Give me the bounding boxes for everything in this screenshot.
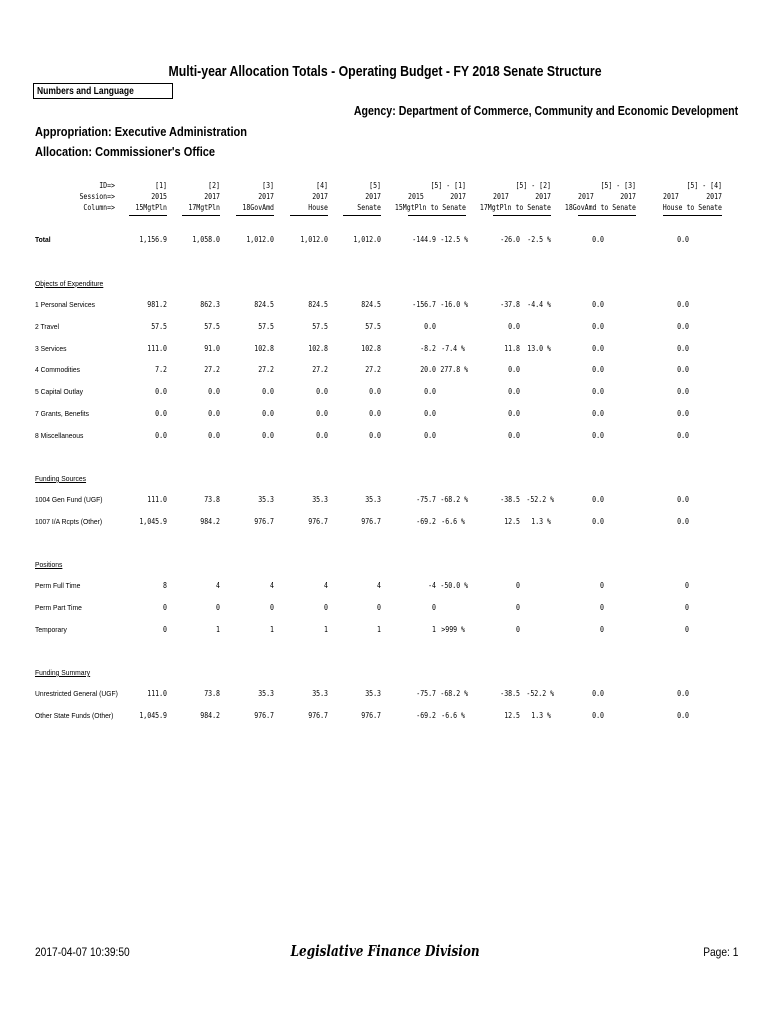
table-row-value: 4	[216, 581, 220, 590]
total-row-value: 1,058.0	[192, 235, 220, 244]
table-row-diff-percent: -6.6 %	[441, 517, 465, 526]
table-row-value: 1	[377, 625, 381, 634]
table-row-value: 27.2	[204, 365, 220, 374]
table-row-value: 57.5	[204, 322, 220, 331]
table-row-value: 27.2	[312, 365, 328, 374]
total-row-value: 1,156.9	[139, 235, 167, 244]
table-row-label: 4 Commodities	[35, 365, 81, 374]
diff-header-underline	[408, 215, 466, 216]
table-row-diff-value: -156.7	[412, 300, 436, 309]
table-row-value: 102.8	[361, 344, 381, 353]
table-row-diff-percent: -50.0 %	[440, 581, 469, 590]
table-row-diff-percent: 277.8 %	[440, 365, 469, 374]
table-row-diff-value: 0.0	[677, 689, 689, 698]
table-row-diff-value: 0	[516, 625, 520, 634]
table-row-diff-value: -69.2	[416, 517, 436, 526]
table-row-diff-value: 1	[432, 625, 436, 634]
table-row-diff-value: 0.0	[677, 322, 689, 331]
table-row-diff-value: 0.0	[424, 322, 436, 331]
table-row-label: 7 Grants, Benefits	[35, 409, 90, 418]
table-row-value: 57.5	[365, 322, 381, 331]
total-row-diff-value: -144.9	[412, 235, 436, 244]
table-row-value: 35.3	[365, 495, 381, 504]
table-row-label: Perm Full Time	[35, 581, 81, 590]
table-row-value: 4	[324, 581, 328, 590]
table-row-value: 57.5	[151, 322, 167, 331]
table-row-diff-value: 0.0	[677, 300, 689, 309]
column-header-label: ID=>	[99, 181, 115, 190]
table-row-diff-value: 20.0	[420, 365, 436, 374]
appropriation-label: Appropriation: Executive Administration	[35, 124, 248, 139]
diff-header-session-from: 2017	[493, 192, 509, 201]
column-header-name: Senate	[357, 203, 381, 212]
table-row-value: 984.2	[200, 517, 220, 526]
diff-header-session-from: 2015	[408, 192, 424, 201]
table-row-value: 1	[270, 625, 274, 634]
table-row-diff-value: 0	[432, 603, 436, 612]
column-header-session: 2017	[204, 192, 220, 201]
table-row-diff-value: 0.0	[508, 365, 520, 374]
table-row-value: 1,045.9	[139, 517, 167, 526]
table-row-diff-value: 0.0	[508, 431, 520, 440]
table-row-diff-value: 0.0	[677, 517, 689, 526]
table-row-diff-value: -69.2	[416, 711, 436, 720]
diff-header-underline	[493, 215, 551, 216]
table-row-diff-value: 0	[516, 603, 520, 612]
table-row-diff-value: -4	[428, 581, 436, 590]
total-row-diff-value: -26.0	[500, 235, 520, 244]
column-header-underline	[290, 215, 328, 216]
column-header-session: 2017	[365, 192, 381, 201]
table-row-value: 8	[163, 581, 167, 590]
table-row-diff-value: 12.5	[504, 711, 520, 720]
table-row-value: 57.5	[312, 322, 328, 331]
column-header-underline	[182, 215, 220, 216]
table-row-diff-percent: 1.3 %	[531, 711, 551, 720]
table-row-diff-value: 0.0	[677, 431, 689, 440]
diff-header-name: House to Senate	[662, 203, 722, 212]
column-header-id: [2]	[208, 181, 220, 190]
diff-header-name: 17MgtPln to Senate	[479, 203, 551, 212]
table-row-value: 0.0	[316, 409, 328, 418]
diff-header-session-to: 2017	[450, 192, 466, 201]
table-row-value: 0	[377, 603, 381, 612]
diff-header-id: [5] - [2]	[515, 181, 551, 190]
table-row-diff-value: 0.0	[592, 711, 604, 720]
division-name: Legislative Finance Division	[290, 942, 480, 960]
table-row-diff-value: 0.0	[677, 365, 689, 374]
table-row-diff-value: 0	[600, 603, 604, 612]
table-row-value: 981.2	[147, 300, 167, 309]
table-row-diff-value: 0.0	[592, 517, 604, 526]
table-row-value: 111.0	[147, 689, 167, 698]
table-row-diff-value: 0.0	[424, 431, 436, 440]
total-row-diff-percent: -12.5 %	[440, 235, 469, 244]
table-row-value: 0.0	[155, 409, 167, 418]
column-header-id: [1]	[155, 181, 167, 190]
table-row-diff-value: -75.7	[416, 689, 436, 698]
table-row-value: 27.2	[365, 365, 381, 374]
table-row-diff-value: 0.0	[508, 409, 520, 418]
table-row-value: 35.3	[312, 495, 328, 504]
table-row-label: 3 Services	[35, 344, 67, 353]
table-row-diff-value: 0	[600, 625, 604, 634]
table-row-diff-percent: -6.6 %	[441, 711, 465, 720]
table-row-diff-percent: -7.4 %	[441, 344, 465, 353]
column-header-name: 15MgtPln	[135, 203, 167, 212]
table-row-diff-value: 0.0	[677, 495, 689, 504]
table-row-value: 0	[163, 603, 167, 612]
numbers-language-box	[33, 83, 173, 99]
table-row-value: 976.7	[361, 517, 381, 526]
table-row-value: 976.7	[308, 711, 328, 720]
table-row-diff-value: 0	[600, 581, 604, 590]
table-row-label: Perm Part Time	[35, 603, 82, 612]
table-row-value: 0.0	[208, 409, 220, 418]
table-row-diff-value: 0.0	[592, 495, 604, 504]
diff-header-name: 15MgtPln to Senate	[394, 203, 466, 212]
table-row-diff-value: 0.0	[424, 387, 436, 396]
table-row-diff-percent: -52.2 %	[526, 689, 555, 698]
diff-header-id: [5] - [4]	[686, 181, 722, 190]
table-row-diff-value: 11.8	[504, 344, 520, 353]
table-row-diff-value: 0.0	[677, 387, 689, 396]
table-row-diff-value: 0	[685, 625, 689, 634]
column-header-name: House	[308, 203, 328, 212]
table-row-label: Unrestricted General (UGF)	[35, 689, 118, 698]
table-row-value: 976.7	[254, 711, 274, 720]
column-header-underline	[129, 215, 167, 216]
table-row-value: 35.3	[258, 495, 274, 504]
table-row-diff-value: -38.5	[500, 495, 520, 504]
table-row-value: 976.7	[254, 517, 274, 526]
table-row-value: 0.0	[316, 431, 328, 440]
table-row-value: 35.3	[365, 689, 381, 698]
table-row-diff-value: 0.0	[592, 344, 604, 353]
column-header-name: 17MgtPln	[188, 203, 220, 212]
table-row-diff-value: 0.0	[592, 409, 604, 418]
table-row-value: 1	[216, 625, 220, 634]
table-row-label: Temporary	[35, 625, 67, 634]
diff-header-name: 18GovAmd to Senate	[564, 203, 636, 212]
section-title: Positions	[35, 560, 63, 569]
table-row-value: 4	[270, 581, 274, 590]
table-row-value: 4	[377, 581, 381, 590]
table-row-value: 0.0	[208, 431, 220, 440]
table-row-value: 0.0	[262, 409, 274, 418]
column-header-underline	[236, 215, 274, 216]
table-row-label: 5 Capital Outlay	[35, 387, 84, 396]
table-row-value: 91.0	[204, 344, 220, 353]
table-row-diff-percent: -4.4 %	[527, 300, 551, 309]
table-row-value: 0.0	[262, 431, 274, 440]
column-header-session: 2017	[258, 192, 274, 201]
footer-page-number: Page: 1	[702, 945, 738, 959]
table-row-value: 0.0	[262, 387, 274, 396]
table-row-diff-value: 0.0	[677, 711, 689, 720]
table-row-diff-value: 0.0	[592, 300, 604, 309]
table-row-diff-value: 0.0	[592, 431, 604, 440]
table-row-value: 0.0	[208, 387, 220, 396]
table-row-value: 824.5	[254, 300, 274, 309]
table-row-diff-value: -38.5	[500, 689, 520, 698]
table-row-diff-value: 0.0	[592, 689, 604, 698]
diff-header-session-from: 2017	[663, 192, 679, 201]
table-row-value: 73.8	[204, 689, 220, 698]
table-row-value: 111.0	[147, 344, 167, 353]
table-row-value: 27.2	[258, 365, 274, 374]
table-row-value: 976.7	[308, 517, 328, 526]
table-row-diff-value: 0.0	[592, 322, 604, 331]
table-row-diff-value: 0.0	[424, 409, 436, 418]
table-row-value: 984.2	[200, 711, 220, 720]
table-row-diff-value: 12.5	[504, 517, 520, 526]
table-row-diff-value: -8.2	[420, 344, 436, 353]
table-row-diff-value: 0.0	[508, 387, 520, 396]
column-header-session: 2015	[151, 192, 167, 201]
table-row-value: 1,045.9	[139, 711, 167, 720]
table-row-value: 111.0	[147, 495, 167, 504]
table-row-value: 102.8	[254, 344, 274, 353]
table-row-value: 976.7	[361, 711, 381, 720]
total-row-diff-percent: -2.5 %	[527, 235, 551, 244]
total-row-value: 1,012.0	[300, 235, 328, 244]
diff-header-id: [5] - [1]	[430, 181, 466, 190]
table-row-label: 2 Travel	[35, 322, 60, 331]
table-row-value: 0	[216, 603, 220, 612]
table-row-diff-percent: 1.3 %	[531, 517, 551, 526]
footer-division	[0, 942, 770, 960]
table-row-diff-percent: 13.0 %	[527, 344, 551, 353]
diff-header-session-to: 2017	[620, 192, 636, 201]
diff-header-underline	[663, 215, 722, 216]
table-row-value: 0.0	[369, 409, 381, 418]
table-row-value: 862.3	[200, 300, 220, 309]
total-row-diff-value: 0.0	[592, 235, 604, 244]
table-row-value: 0.0	[155, 431, 167, 440]
column-header-id: [5]	[369, 181, 381, 190]
table-row-label: Other State Funds (Other)	[35, 711, 114, 720]
table-row-value: 73.8	[204, 495, 220, 504]
column-header-id: [3]	[262, 181, 274, 190]
table-row-diff-percent: -68.2 %	[440, 689, 469, 698]
table-row-value: 0	[270, 603, 274, 612]
report-title: Multi-year Allocation Totals - Operating Budget - FY 2018 Senate Structure	[168, 63, 602, 80]
allocation-label: Allocation: Commissioner's Office	[35, 144, 216, 159]
column-header-id: [4]	[316, 181, 328, 190]
table-row-label: 1004 Gen Fund (UGF)	[35, 495, 103, 504]
column-header-label: Session=>	[79, 192, 115, 201]
total-row-label: Total	[35, 235, 51, 244]
column-header-name: 18GovAmd	[242, 203, 274, 212]
table-row-value: 824.5	[308, 300, 328, 309]
table-row-value: 0	[163, 625, 167, 634]
table-row-value: 824.5	[361, 300, 381, 309]
table-row-diff-percent: -68.2 %	[440, 495, 469, 504]
table-row-diff-percent: -16.0 %	[440, 300, 469, 309]
table-row-value: 0	[324, 603, 328, 612]
table-row-diff-value: 0.0	[508, 322, 520, 331]
table-row-label: 1007 I/A Rcpts (Other)	[35, 517, 103, 526]
table-row-value: 1	[324, 625, 328, 634]
diff-header-id: [5] - [3]	[600, 181, 636, 190]
total-row-value: 1,012.0	[246, 235, 274, 244]
table-row-value: 102.8	[308, 344, 328, 353]
table-row-diff-value: -75.7	[416, 495, 436, 504]
table-row-diff-value: 0.0	[677, 344, 689, 353]
table-row-diff-percent: >999 %	[441, 625, 465, 634]
table-row-diff-value: -37.8	[500, 300, 520, 309]
table-row-value: 57.5	[258, 322, 274, 331]
section-title: Objects of Expenditure	[35, 279, 104, 288]
agency-label: Agency: Department of Commerce, Community and Economic Development	[353, 104, 738, 118]
table-row-value: 35.3	[258, 689, 274, 698]
table-row-diff-value: 0.0	[592, 387, 604, 396]
table-row-value: 35.3	[312, 689, 328, 698]
table-row-value: 7.2	[155, 365, 167, 374]
table-row-label: 1 Personal Services	[35, 300, 96, 309]
diff-header-underline	[578, 215, 636, 216]
section-title: Funding Summary	[35, 668, 91, 677]
table-row-value: 0.0	[155, 387, 167, 396]
table-row-label: 8 Miscellaneous	[35, 431, 84, 440]
table-row-value: 0.0	[316, 387, 328, 396]
diff-header-session-to: 2017	[535, 192, 551, 201]
column-header-session: 2017	[312, 192, 328, 201]
table-row-diff-value: 0.0	[677, 409, 689, 418]
table-row-diff-percent: -52.2 %	[526, 495, 555, 504]
column-header-label: Column=>	[83, 203, 115, 212]
table-row-value: 0.0	[369, 387, 381, 396]
section-title: Funding Sources	[35, 474, 87, 483]
table-row-diff-value: 0.0	[592, 365, 604, 374]
numbers-language-label: Numbers and Language	[37, 86, 134, 97]
diff-header-session-from: 2017	[578, 192, 594, 201]
total-row-diff-value: 0.0	[677, 235, 689, 244]
diff-header-session-to: 2017	[706, 192, 722, 201]
table-row-value: 0.0	[369, 431, 381, 440]
footer-timestamp: 2017-04-07 10:39:50	[35, 945, 130, 959]
table-row-diff-value: 0	[685, 581, 689, 590]
table-row-diff-value: 0	[516, 581, 520, 590]
table-row-diff-value: 0	[685, 603, 689, 612]
total-row-value: 1,012.0	[353, 235, 381, 244]
column-header-underline	[343, 215, 381, 216]
